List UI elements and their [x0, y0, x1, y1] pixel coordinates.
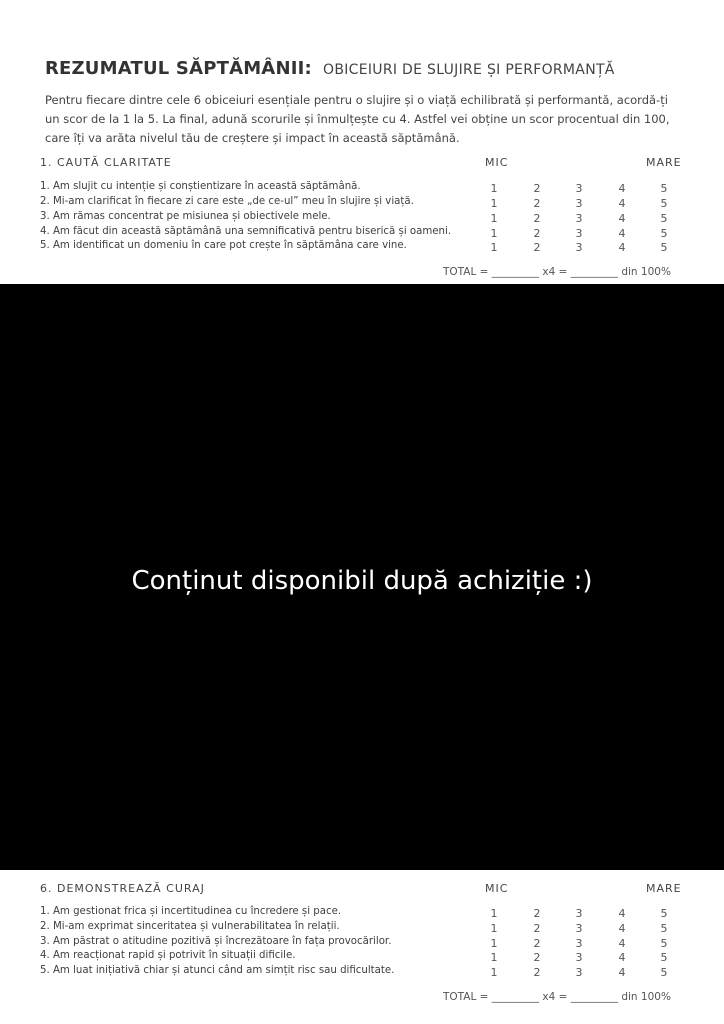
rating-3[interactable]: 3 [575, 227, 583, 240]
rating-1[interactable]: 1 [490, 937, 498, 950]
rating-3[interactable]: 3 [575, 197, 583, 210]
locked-content-message: Conținut disponibil după achiziție :) [131, 566, 593, 596]
intro-paragraph: Pentru fiecare dintre cele 6 obiceiuri esențiale pentru o slujire și o viață echilibrată și performantă, acordă-ți un scor de la 1 la 5. La final, adună scorurile și înmulțește cu 4. Astfel vei obține un scor procentual din 100, care îți va arăta nivelul tău de creștere și impact în această săptămână. [45, 93, 670, 145]
rating-1[interactable]: 1 [490, 212, 498, 225]
question-item: 3. Am rămas concentrat pe misiunea și obiectivele mele. [40, 211, 331, 222]
rating-3[interactable]: 3 [575, 907, 583, 920]
rating-5[interactable]: 5 [660, 922, 668, 935]
rating-1[interactable]: 1 [490, 197, 498, 210]
rating-1[interactable]: 1 [490, 227, 498, 240]
rating-3[interactable]: 3 [575, 937, 583, 950]
rating-5[interactable]: 5 [660, 227, 668, 240]
question-item: 2. Mi-am clarificat în fiecare zi care este „de ce-ul” meu în slujire și viață. [40, 196, 414, 207]
rating-3[interactable]: 3 [575, 241, 583, 254]
rating-5[interactable]: 5 [660, 182, 668, 195]
title-bold: REZUMATUL SĂPTĂMÂNII: [45, 58, 312, 79]
rating-4[interactable]: 4 [618, 966, 626, 979]
rating-5[interactable]: 5 [660, 937, 668, 950]
question-item: 5. Am luat inițiativă chiar și atunci când am simțit risc sau dificultate. [40, 965, 395, 976]
rating-4[interactable]: 4 [618, 227, 626, 240]
total-line: TOTAL = _________ x4 = _________ din 100% [443, 991, 671, 1003]
rating-5[interactable]: 5 [660, 241, 668, 254]
total-line: TOTAL = _________ x4 = _________ din 100% [443, 266, 671, 278]
rating-2[interactable]: 2 [533, 241, 541, 254]
scale-high-label: MARE [646, 156, 682, 169]
rating-2[interactable]: 2 [533, 227, 541, 240]
rating-4[interactable]: 4 [618, 212, 626, 225]
question-item: 4. Am făcut din această săptămână una semnificativă pentru biserică și oameni. [40, 226, 452, 237]
page-title [45, 58, 615, 79]
rating-2[interactable]: 2 [533, 951, 541, 964]
rating-4[interactable]: 4 [618, 951, 626, 964]
rating-3[interactable]: 3 [575, 966, 583, 979]
rating-2[interactable]: 2 [533, 197, 541, 210]
rating-2[interactable]: 2 [533, 182, 541, 195]
rating-4[interactable]: 4 [618, 922, 626, 935]
rating-2[interactable]: 2 [533, 937, 541, 950]
rating-5[interactable]: 5 [660, 907, 668, 920]
rating-2[interactable]: 2 [533, 212, 541, 225]
rating-4[interactable]: 4 [618, 197, 626, 210]
rating-5[interactable]: 5 [660, 212, 668, 225]
rating-4[interactable]: 4 [618, 241, 626, 254]
rating-3[interactable]: 3 [575, 922, 583, 935]
rating-2[interactable]: 2 [533, 922, 541, 935]
question-item: 3. Am păstrat o atitudine pozitivă și încrezătoare în fața provocărilor. [40, 936, 392, 947]
rating-3[interactable]: 3 [575, 212, 583, 225]
rating-1[interactable]: 1 [490, 951, 498, 964]
rating-3[interactable]: 3 [575, 951, 583, 964]
rating-1[interactable]: 1 [490, 241, 498, 254]
rating-1[interactable]: 1 [490, 182, 498, 195]
rating-4[interactable]: 4 [618, 182, 626, 195]
rating-1[interactable]: 1 [490, 907, 498, 920]
question-item: 1. Am slujit cu intenție și conștientizare în această săptămână. [40, 181, 361, 192]
scale-high-label: MARE [646, 882, 682, 895]
section-title: 6. DEMONSTREAZĂ CURAJ [40, 882, 205, 895]
section-title: 1. CAUTĂ CLARITATE [40, 156, 172, 169]
title-subtitle: OBICEIURI DE SLUJIRE ȘI PERFORMANȚĂ [323, 62, 615, 78]
rating-4[interactable]: 4 [618, 937, 626, 950]
scale-low-label: MIC [485, 156, 509, 169]
rating-2[interactable]: 2 [533, 907, 541, 920]
question-item: 1. Am gestionat frica și incertitudinea cu încredere și pace. [40, 906, 342, 917]
rating-1[interactable]: 1 [490, 922, 498, 935]
scale-low-label: MIC [485, 882, 509, 895]
question-item: 4. Am reacționat rapid și potrivit în situații dificile. [40, 950, 296, 961]
rating-4[interactable]: 4 [618, 907, 626, 920]
question-item: 5. Am identificat un domeniu în care pot crește în săptămâna care vine. [40, 240, 407, 251]
rating-3[interactable]: 3 [575, 182, 583, 195]
rating-5[interactable]: 5 [660, 197, 668, 210]
rating-1[interactable]: 1 [490, 966, 498, 979]
question-item: 2. Mi-am exprimat sinceritatea și vulnerabilitatea în relații. [40, 921, 340, 932]
rating-5[interactable]: 5 [660, 966, 668, 979]
rating-5[interactable]: 5 [660, 951, 668, 964]
rating-2[interactable]: 2 [533, 966, 541, 979]
